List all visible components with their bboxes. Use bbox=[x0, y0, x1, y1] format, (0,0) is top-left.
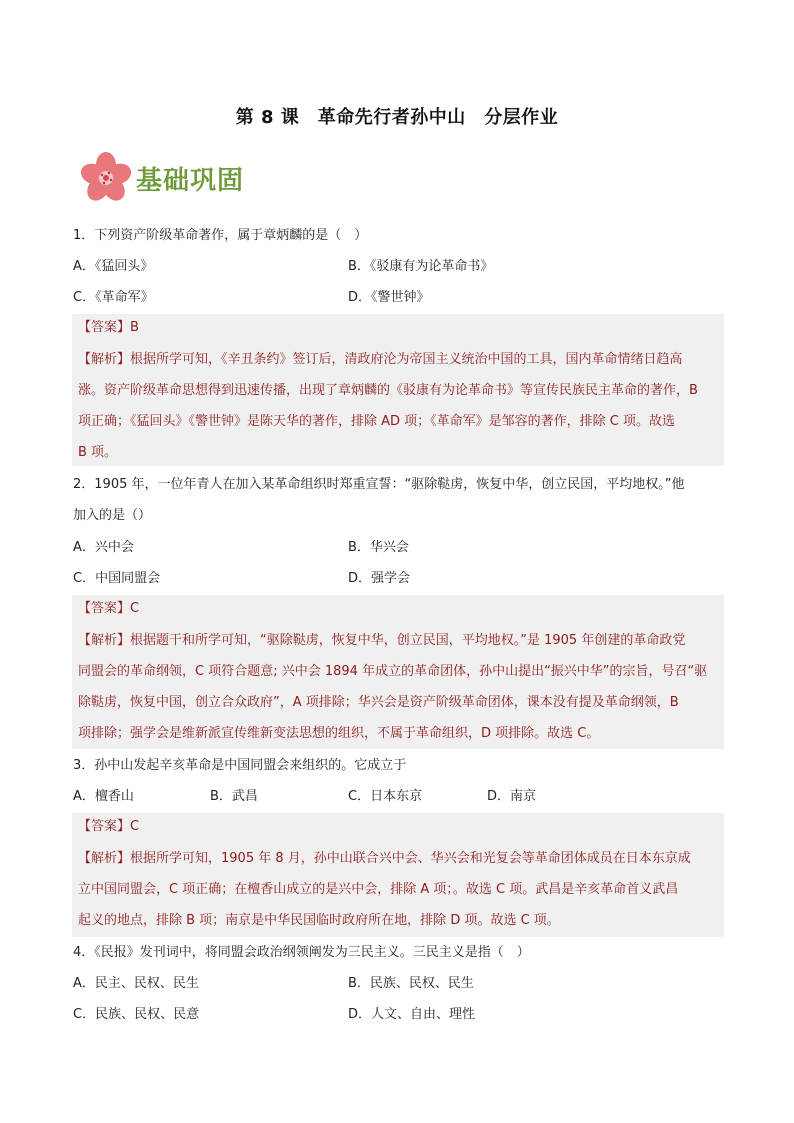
question-2-option-c: C．中国同盟会 bbox=[73, 571, 161, 586]
question-1-option-a: A．《猛回头》 bbox=[73, 259, 154, 274]
analysis-2-line-4: 项排除；强学会是维新派宣传维新变法思想的组织，不属于革命组织，D 项排除。故选 C。 bbox=[78, 726, 600, 741]
analysis-2-line-3: 除鞑虏，恢复中国，创立合众政府”，A 项排除；华兴会是资产阶级革命团体，课本没有提及革命纲领，B bbox=[78, 695, 679, 710]
question-3-text: 3．孙中山发起辛亥革命是中国同盟会来组织的。它成立于 bbox=[73, 758, 407, 773]
question-4-option-a: A．民主、民权、民生 bbox=[73, 976, 199, 991]
page-title: 第 8 课 革命先行者孙中山 分层作业 bbox=[235, 107, 559, 128]
section-title: 基础巩固 bbox=[136, 166, 245, 196]
answer-2: 【答案】C bbox=[78, 601, 140, 616]
analysis-3-line-3: 起义的地点，排除 B 项；南京是中华民国临时政府所在地，排除 D 项。故选 C 项。 bbox=[78, 913, 560, 928]
question-4-option-b: B．民族、民权、民生 bbox=[348, 976, 474, 991]
answer-block-1 bbox=[72, 314, 724, 466]
answer-3: 【答案】C bbox=[78, 819, 140, 834]
analysis-1-line-3: 项正确；《猛回头》《警世钟》是陈天华的著作，排除 AD 项；《革命军》是邹容的著作，排除 C 项。故选 bbox=[78, 414, 676, 429]
answer-1: 【答案】B bbox=[78, 320, 139, 335]
question-1-option-d: D．《警世钟》 bbox=[348, 290, 430, 305]
question-2-text-line-1: 2．1905 年，一位年青人在加入某革命组织时郑重宣誓：“驱除鞑虏，恢复中华，创立民国，平均地权。”他 bbox=[73, 477, 685, 492]
question-2-option-d: D．强学会 bbox=[348, 571, 411, 586]
question-4-option-c: C．民族、民权、民意 bbox=[73, 1007, 200, 1022]
question-1-text: 1．下列资产阶级革命著作，属于章炳麟的是（ ） bbox=[73, 228, 368, 243]
question-2-text-line-2: 加入的是（） bbox=[73, 508, 152, 523]
question-4-text: 4．《民报》发刊词中，将同盟会政治纲领阐发为三民主义。三民主义是指（ ） bbox=[73, 945, 530, 960]
question-3-option-c: C．日本东京 bbox=[348, 789, 423, 804]
analysis-2-line-1: 【解析】根据题干和所学可知，“驱除鞑虏，恢复中华，创立民国，平均地权。”是 1905 年创建的革命政党 bbox=[78, 633, 686, 648]
question-2-option-a: A．兴中会 bbox=[73, 540, 134, 555]
question-1-option-c: C．《革命军》 bbox=[73, 290, 154, 305]
answer-block-2 bbox=[72, 595, 724, 749]
question-1-option-b: B．《驳康有为论革命书》 bbox=[348, 259, 494, 274]
analysis-3-line-2: 立中国同盟会，C 项正确；在檀香山成立的是兴中会，排除 A 项；。故选 C 项。武昌是辛亥革命首义武昌 bbox=[78, 882, 679, 897]
analysis-1-line-1: 【解析】根据所学可知，《辛丑条约》签订后，清政府沦为帝国主义统治中国的工具，国内革命情绪日趋高 bbox=[78, 352, 683, 367]
plum-blossom-icon bbox=[76, 148, 136, 208]
question-3-option-b: B．武昌 bbox=[210, 789, 258, 804]
section-header bbox=[76, 148, 336, 208]
question-3-option-d: D．南京 bbox=[487, 789, 537, 804]
question-4-option-d: D．人文、自由、理性 bbox=[348, 1007, 476, 1022]
analysis-1-line-2: 涨。资产阶级革命思想得到迅速传播，出现了章炳麟的《驳康有为论革命书》等宣传民族民主革命的著作，B bbox=[78, 383, 698, 398]
answer-block-3 bbox=[72, 813, 724, 937]
analysis-1-line-4: B 项。 bbox=[78, 445, 118, 460]
question-2-option-b: B．华兴会 bbox=[348, 540, 409, 555]
analysis-3-line-1: 【解析】根据所学可知，1905 年 8 月，孙中山联合兴中会、华兴会和光复会等革命团体成员在日本东京成 bbox=[78, 851, 691, 866]
analysis-2-line-2: 同盟会的革命纲领，C 项符合题意; 兴中会 1894 年成立的革命团体，孙中山提出“振兴中华”的宗旨，号召“驱 bbox=[78, 664, 708, 679]
question-3-option-a: A．檀香山 bbox=[73, 789, 134, 804]
